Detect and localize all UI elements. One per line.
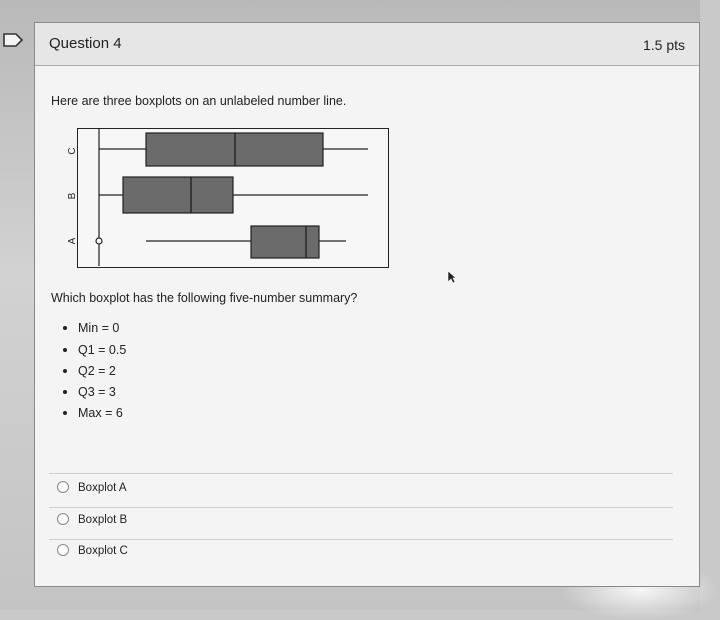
radio-button[interactable] [57, 544, 69, 556]
question-title: Question 4 [49, 35, 122, 52]
boxplot-svg [67, 129, 387, 266]
answer-divider [49, 473, 673, 474]
question-points: 1.5 pts [642, 37, 685, 53]
bullet-icon [63, 411, 67, 415]
bullet-icon [63, 390, 67, 394]
boxplot-a-box [251, 226, 319, 258]
question-header [35, 23, 699, 66]
boxplot-b-box [123, 177, 233, 213]
radio-button[interactable] [57, 513, 69, 525]
option-label[interactable]: Boxplot A [78, 482, 127, 495]
summary-text: Q2 = 2 [78, 364, 116, 378]
flag-icon[interactable] [2, 33, 24, 47]
label-b: B [67, 192, 78, 200]
summary-text: Max = 6 [78, 406, 123, 420]
question-prompt: Which boxplot has the following five-number summary? [51, 291, 358, 305]
option-boxplot-a[interactable] [57, 482, 127, 494]
label-a: A [67, 237, 78, 245]
summary-item-max [63, 406, 123, 420]
boxplot-a-outlier-point [96, 238, 102, 244]
answer-divider [49, 507, 673, 508]
option-label[interactable]: Boxplot B [78, 514, 128, 527]
option-boxplot-b[interactable] [57, 514, 127, 526]
summary-item-q2 [63, 364, 116, 378]
summary-text: Q3 = 3 [78, 385, 116, 399]
label-c: C [67, 147, 78, 155]
summary-text: Min = 0 [78, 321, 120, 335]
radio-button[interactable] [57, 481, 69, 493]
bullet-icon [63, 369, 67, 373]
answer-divider [49, 539, 673, 540]
option-label[interactable]: Boxplot C [78, 545, 128, 558]
boxplot-figure [67, 128, 389, 268]
question-intro: Here are three boxplots on an unlabeled number line. [51, 94, 347, 108]
summary-item-min [63, 321, 119, 335]
summary-item-q3 [63, 385, 116, 399]
question-card [34, 22, 700, 587]
mouse-cursor-icon [447, 270, 457, 284]
option-boxplot-c[interactable] [57, 545, 128, 557]
bullet-icon [63, 348, 67, 352]
summary-item-q1 [63, 343, 126, 357]
bullet-icon [63, 326, 67, 330]
summary-text: Q1 = 0.5 [78, 343, 127, 357]
